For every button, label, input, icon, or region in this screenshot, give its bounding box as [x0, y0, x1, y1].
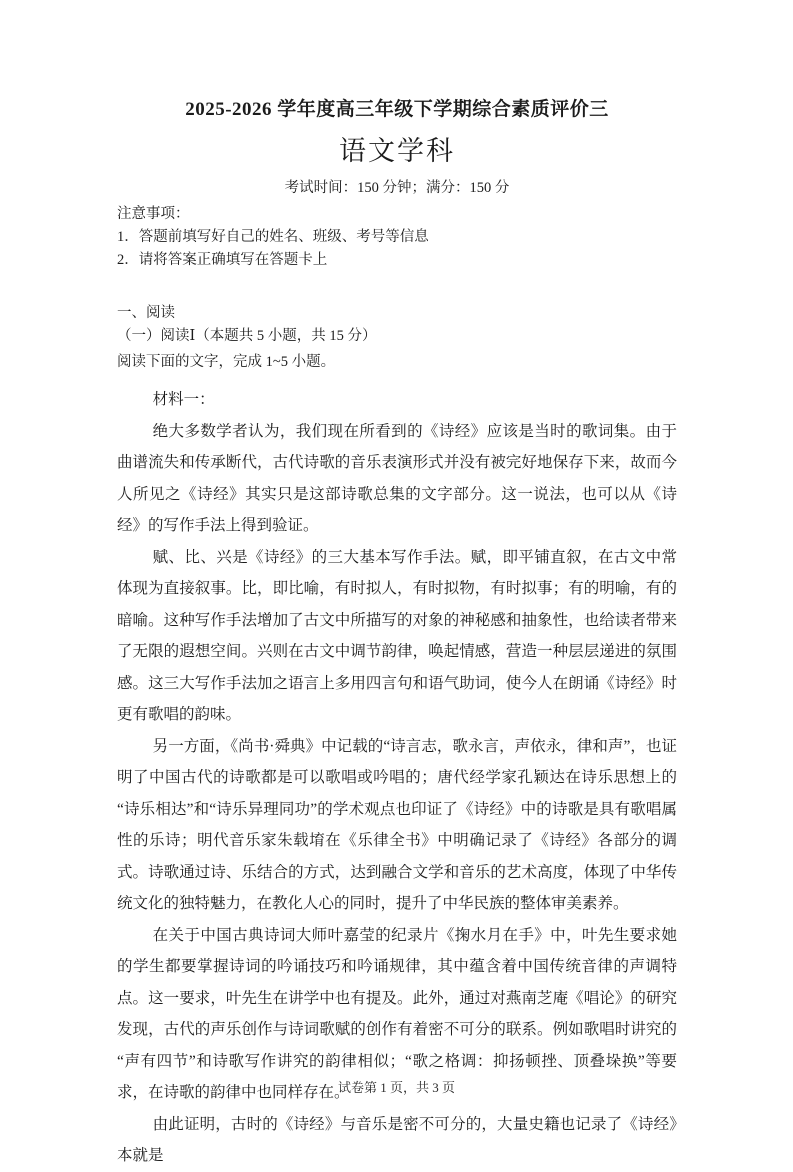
page-number-footer: 试卷第 1 页，共 3 页	[337, 1080, 455, 1095]
exam-subject: 语文学科	[339, 136, 455, 166]
reading-instruction: 阅读下面的文字，完成 1~5 小题。	[117, 354, 336, 370]
material-one	[117, 384, 677, 1172]
subsection-heading: （一）阅读Ⅰ（本题共 5 小题，共 15 分）	[117, 328, 377, 344]
material-paragraph: 在关于中国古典诗词大师叶嘉莹的纪录片《掬水月在手》中，叶先生要求她的学生都要掌握诗词的吟诵技巧和吟诵规律，其中蕴含着中国传统音律的声调特点。这一要求，叶先生在讲学中也有提及。此外，通过对燕南芝庵《唱论》的研究发现，古代的声乐创作与诗词歌赋的创作有着密不可分的联系。例如歌唱时讲究的“声有四节”和诗歌写作讲究的韵律相似；“歌之格调：抑扬顿挫、顶叠垛换”等要求，在诗歌的韵律中也同样存在。	[117, 926, 677, 1101]
exam-time-and-score: 考试时间：150 分钟；满分：150 分	[284, 180, 510, 196]
notice-item-1: 1．答题前填写好自己的姓名、班级、考号等信息	[117, 229, 429, 245]
notice-item-2: 2．请将答案正确填写在答题卡上	[117, 252, 328, 268]
material-paragraph: 赋、比、兴是《诗经》的三大基本写作手法。赋，即平铺直叙，在古文中常体现为直接叙事。比，即比喻，有时拟人，有时拟物，有时拟事；有的明喻，有的暗喻。这种写作手法增加了古文中所描写的对象的神秘感和抽象性，也给读者带来了无限的遐想空间。兴则在古文中调节韵律，唤起情感，营造一种层层递进的氛围感。这三大写作手法加之语言上多用四言句和语气助词，使今人在朗诵《诗经》时更有歌唱的韵味。	[117, 548, 677, 723]
material-paragraph: 由此证明，古时的《诗经》与音乐是密不可分的，大量史籍也记录了《诗经》本就是	[117, 1115, 677, 1164]
material-paragraph: 绝大多数学者认为，我们现在所看到的《诗经》应该是当时的歌词集。由于曲谱流失和传承断代，古代诗歌的音乐表演形式并没有被完好地保存下来，故而今人所见之《诗经》其实只是这部诗歌总集的文字部分。这一说法，也可以从《诗经》的写作手法上得到验证。	[117, 422, 677, 534]
notice-block	[117, 203, 677, 272]
notice-heading: 注意事项：	[117, 206, 190, 222]
reading-section	[117, 302, 677, 1172]
material-label: 材料一：	[152, 391, 215, 408]
exam-title: 2025-2026 学年度高三年级下学期综合素质评价三	[185, 99, 609, 120]
section-heading: 一、阅读	[117, 305, 175, 321]
material-paragraph: 另一方面，《尚书·舜典》中记载的“诗言志，歌永言，声依永，律和声”，也证明了中国古代的诗歌都是可以歌唱或吟唱的；唐代经学家孔颖达在诗乐思想上的“诗乐相达”和“诗乐异理同功”的学术观点也印证了《诗经》中的诗歌是具有歌唱属性的乐诗；明代音乐家朱载堉在《乐律全书》中明确记录了《诗经》各部分的调式。诗歌通过诗、乐结合的方式，达到融合文学和音乐的艺术高度，体现了中华传统文化的独特魅力，在教化人心的同时，提升了中华民族的整体审美素养。	[117, 737, 677, 912]
